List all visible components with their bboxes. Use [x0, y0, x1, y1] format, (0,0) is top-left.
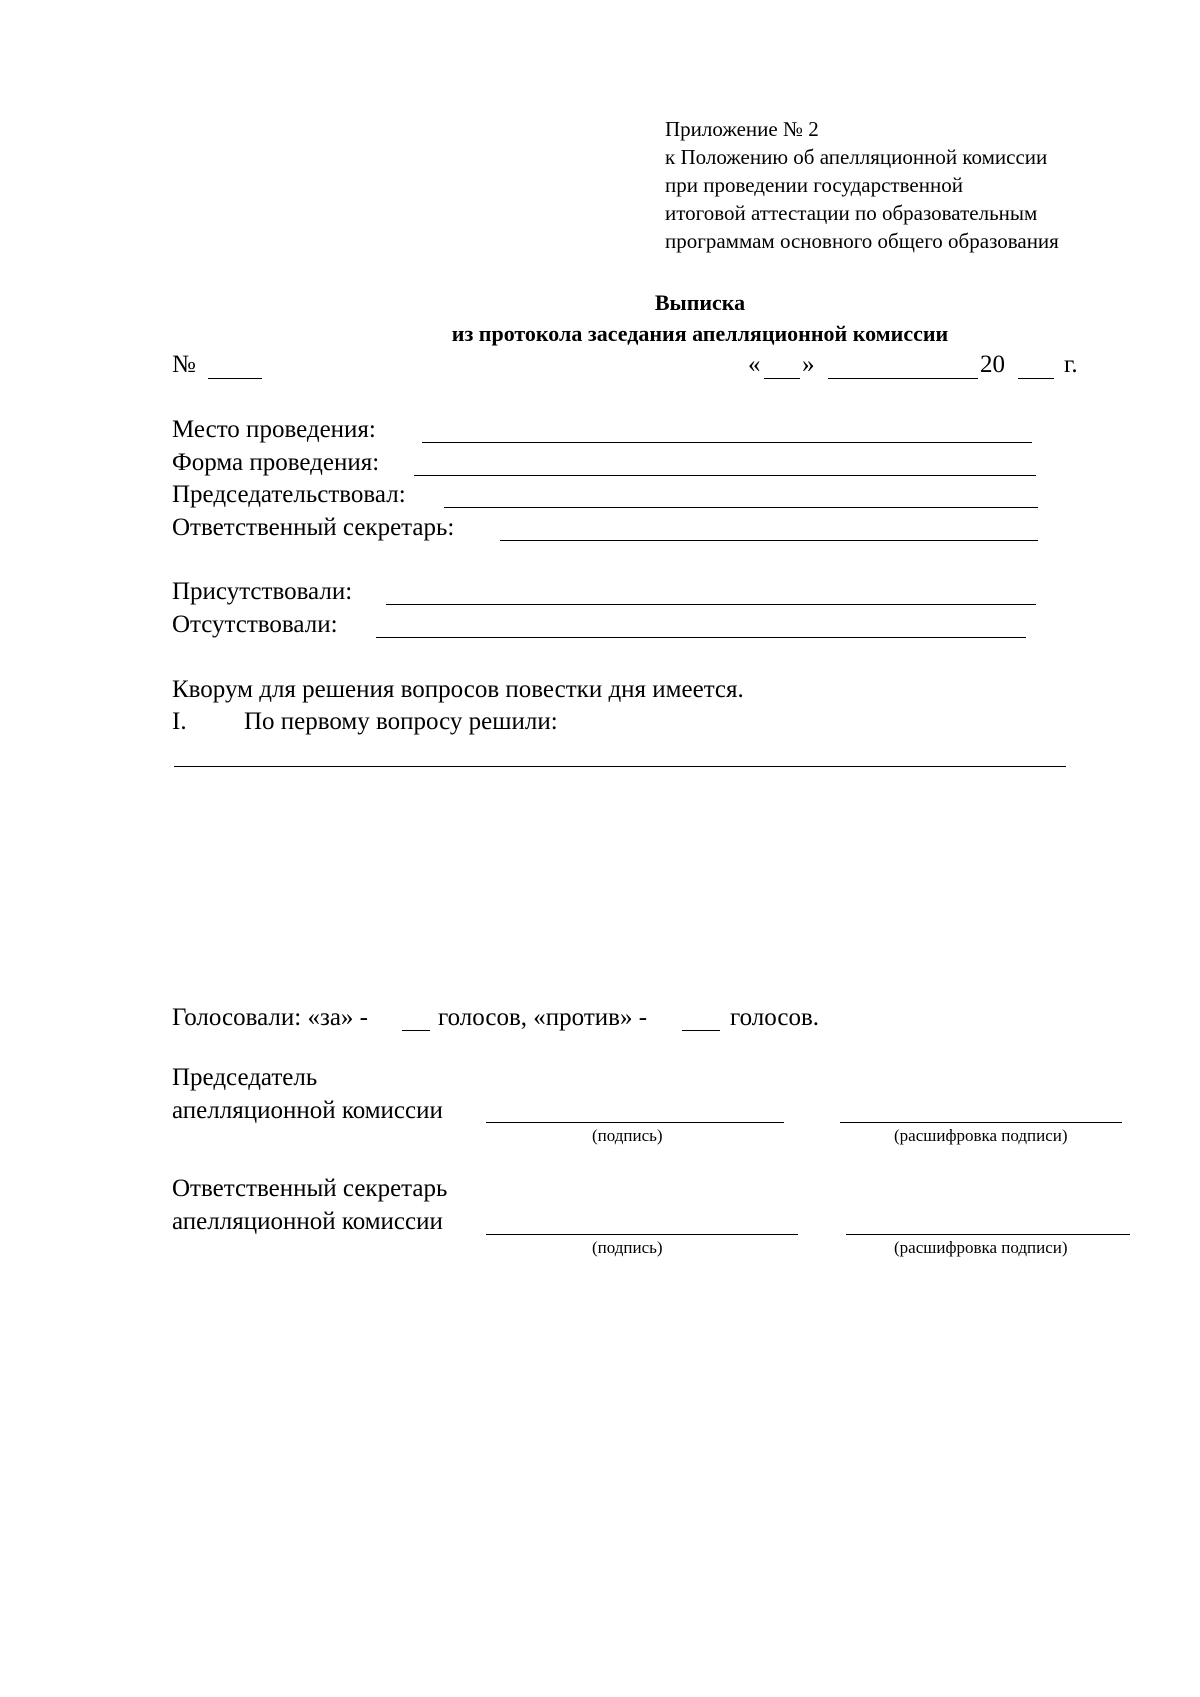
- field-absent-blank[interactable]: [376, 637, 1026, 638]
- secretary-title-line2: апелляционной комиссии: [172, 1208, 443, 1235]
- number-sign: №: [172, 351, 196, 378]
- chair-decoding-blank[interactable]: [840, 1122, 1122, 1123]
- field-chair-blank[interactable]: [444, 507, 1038, 508]
- vote-prefix: Голосовали: «за» -: [172, 1004, 369, 1031]
- appendix-line: при проведении государственной: [665, 173, 963, 197]
- year-suffix: г.: [1064, 351, 1078, 378]
- appendix-block: [665, 115, 1059, 255]
- month-blank[interactable]: [828, 378, 978, 379]
- document-subtitle: из протокола заседания апелляционной комиссии: [451, 321, 949, 346]
- field-form-label: Форма проведения:: [172, 449, 380, 476]
- chair-title-line2: апелляционной комиссии: [172, 1097, 443, 1124]
- document-title: Выписка: [654, 290, 746, 315]
- number-blank[interactable]: [208, 378, 262, 379]
- secretary-decoding-caption: (расшифровка подписи): [894, 1238, 1068, 1257]
- chair-decoding-caption: (расшифровка подписи): [894, 1126, 1068, 1145]
- day-blank[interactable]: [764, 378, 800, 379]
- year-prefix: 20: [980, 351, 1005, 378]
- quorum-text: Кворум для решения вопросов повестки дня имеется.: [172, 676, 744, 703]
- quote-open: «: [748, 351, 761, 378]
- secretary-signature-blank[interactable]: [486, 1234, 798, 1235]
- chair-signature-blank[interactable]: [486, 1122, 784, 1123]
- decision-blank[interactable]: [174, 766, 1066, 767]
- vote-mid: голосов, «против» -: [438, 1004, 648, 1031]
- votes-for-blank[interactable]: [402, 1030, 430, 1031]
- field-place-label: Место проведения:: [172, 416, 376, 443]
- secretary-title-line1: Ответственный секретарь: [172, 1175, 448, 1202]
- appendix-line: итоговой аттестации по образовательным: [665, 201, 1038, 225]
- quote-close: »: [802, 351, 815, 378]
- appendix-line: Приложение № 2: [665, 117, 819, 141]
- item-numeral: I.: [172, 708, 187, 735]
- field-absent-label: Отсутствовали:: [172, 611, 338, 638]
- field-chair-label: Председательствовал:: [172, 481, 406, 508]
- field-form-blank[interactable]: [414, 475, 1036, 476]
- year-blank[interactable]: [1018, 378, 1054, 379]
- field-present-blank[interactable]: [386, 604, 1036, 605]
- appendix-line: к Положению об апелляционной комиссии: [665, 145, 1048, 169]
- field-secretary-blank[interactable]: [500, 540, 1038, 541]
- secretary-decoding-blank[interactable]: [846, 1234, 1130, 1235]
- votes-against-blank[interactable]: [682, 1030, 720, 1031]
- field-secretary-label: Ответственный секретарь:: [172, 514, 455, 541]
- field-place-blank[interactable]: [422, 442, 1032, 443]
- vote-suffix: голосов.: [730, 1004, 820, 1031]
- chair-title-line1: Председатель: [172, 1064, 318, 1091]
- appendix-line: программам основного общего образования: [665, 229, 1059, 253]
- secretary-signature-caption: (подпись): [592, 1238, 663, 1257]
- chair-signature-caption: (подпись): [592, 1126, 663, 1145]
- item-text: По первому вопросу решили:: [244, 708, 558, 735]
- field-present-label: Присутствовали:: [172, 578, 353, 605]
